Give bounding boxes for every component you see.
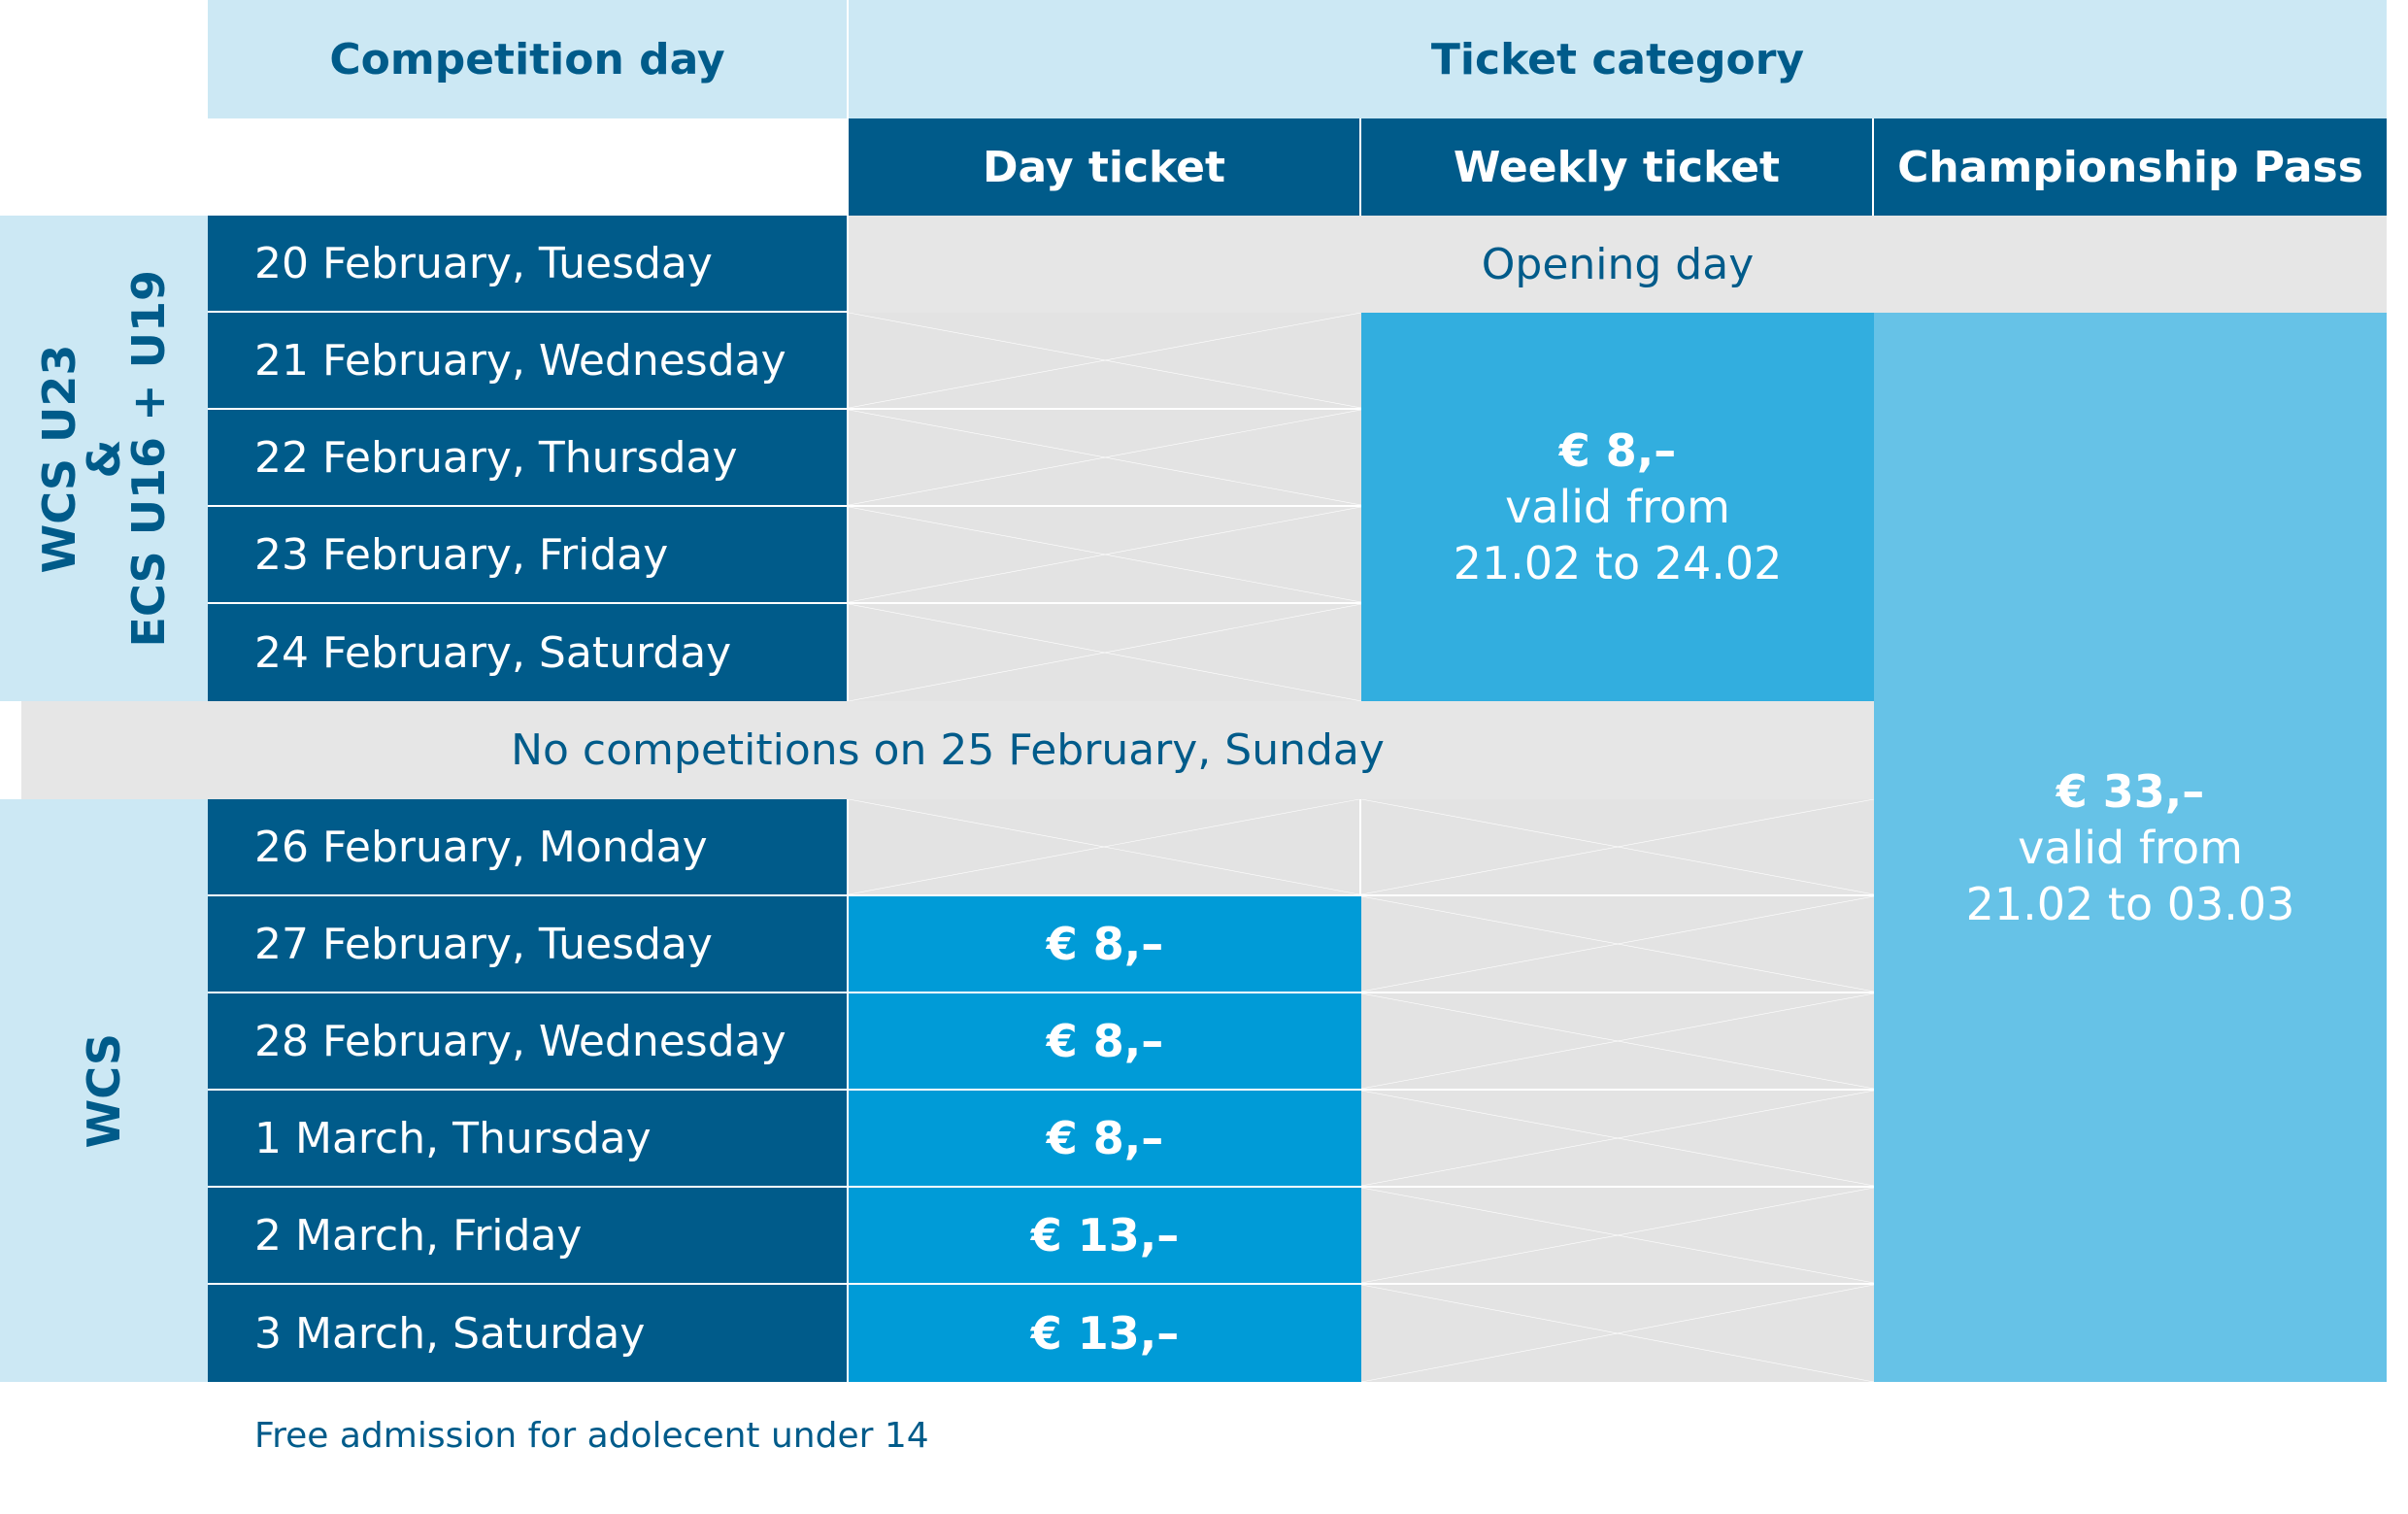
day-ticket-price: € 8,– xyxy=(849,896,1361,993)
header-competition-day: Competition day xyxy=(208,0,849,118)
date-cell: 26 February, Monday xyxy=(208,799,849,896)
date-cell: 28 February, Wednesday xyxy=(208,993,849,1091)
not-available-cell xyxy=(1361,896,1874,993)
day-ticket-price: € 13,– xyxy=(849,1188,1361,1285)
opening-day-cell: Opening day xyxy=(849,216,2387,313)
weekly-valid-label: valid from xyxy=(1505,481,1730,533)
weekly-ticket-price xyxy=(1361,313,1874,701)
not-available-cell xyxy=(849,799,1361,896)
pass-price-amount: € 33,– xyxy=(2056,764,2205,818)
weekly-price-amount: € 8,– xyxy=(1558,424,1677,477)
date-cell: 23 February, Friday xyxy=(208,507,849,604)
not-available-cell xyxy=(849,507,1361,604)
date-cell: 21 February, Wednesday xyxy=(208,313,849,410)
date-cell: 22 February, Thursday xyxy=(208,410,849,507)
day-ticket-price: € 13,– xyxy=(849,1285,1361,1382)
no-competitions-cell: No competitions on 25 February, Sunday xyxy=(21,701,1874,799)
date-cell: 24 February, Saturday xyxy=(208,604,849,701)
date-cell: 1 March, Thursday xyxy=(208,1091,849,1188)
group-label-text: WCS U23 & ECS U16 + U19 xyxy=(33,269,175,648)
day-ticket-price: € 8,– xyxy=(849,1091,1361,1188)
championship-pass-price xyxy=(1874,313,2387,1382)
header-ticket-category: Ticket category xyxy=(849,0,2387,118)
footnote: Free admission for adolecent under 14 xyxy=(254,1416,929,1456)
not-available-cell xyxy=(1361,799,1874,896)
not-available-cell xyxy=(1361,1091,1874,1188)
date-cell: 27 February, Tuesday xyxy=(208,896,849,993)
header-championship-pass: Championship Pass xyxy=(1874,118,2387,216)
header-weekly-ticket: Weekly ticket xyxy=(1361,118,1874,216)
weekly-valid-range: 21.02 to 24.02 xyxy=(1453,537,1783,589)
day-ticket-price: € 8,– xyxy=(849,993,1361,1091)
not-available-cell xyxy=(1361,993,1874,1091)
pass-valid-range: 21.02 to 03.03 xyxy=(1965,877,2295,930)
header-day-ticket: Day ticket xyxy=(849,118,1361,216)
pass-valid-label: valid from xyxy=(2018,821,2243,874)
date-cell: 3 March, Saturday xyxy=(208,1285,849,1382)
not-available-cell xyxy=(849,313,1361,410)
date-cell: 20 February, Tuesday xyxy=(208,216,849,313)
not-available-cell xyxy=(849,604,1361,701)
date-cell: 2 March, Friday xyxy=(208,1188,849,1285)
not-available-cell xyxy=(849,410,1361,507)
not-available-cell xyxy=(1361,1285,1874,1382)
group-label-wcs: WCS xyxy=(0,799,208,1382)
group-label-wcs-u23-ecs xyxy=(0,216,208,701)
not-available-cell xyxy=(1361,1188,1874,1285)
